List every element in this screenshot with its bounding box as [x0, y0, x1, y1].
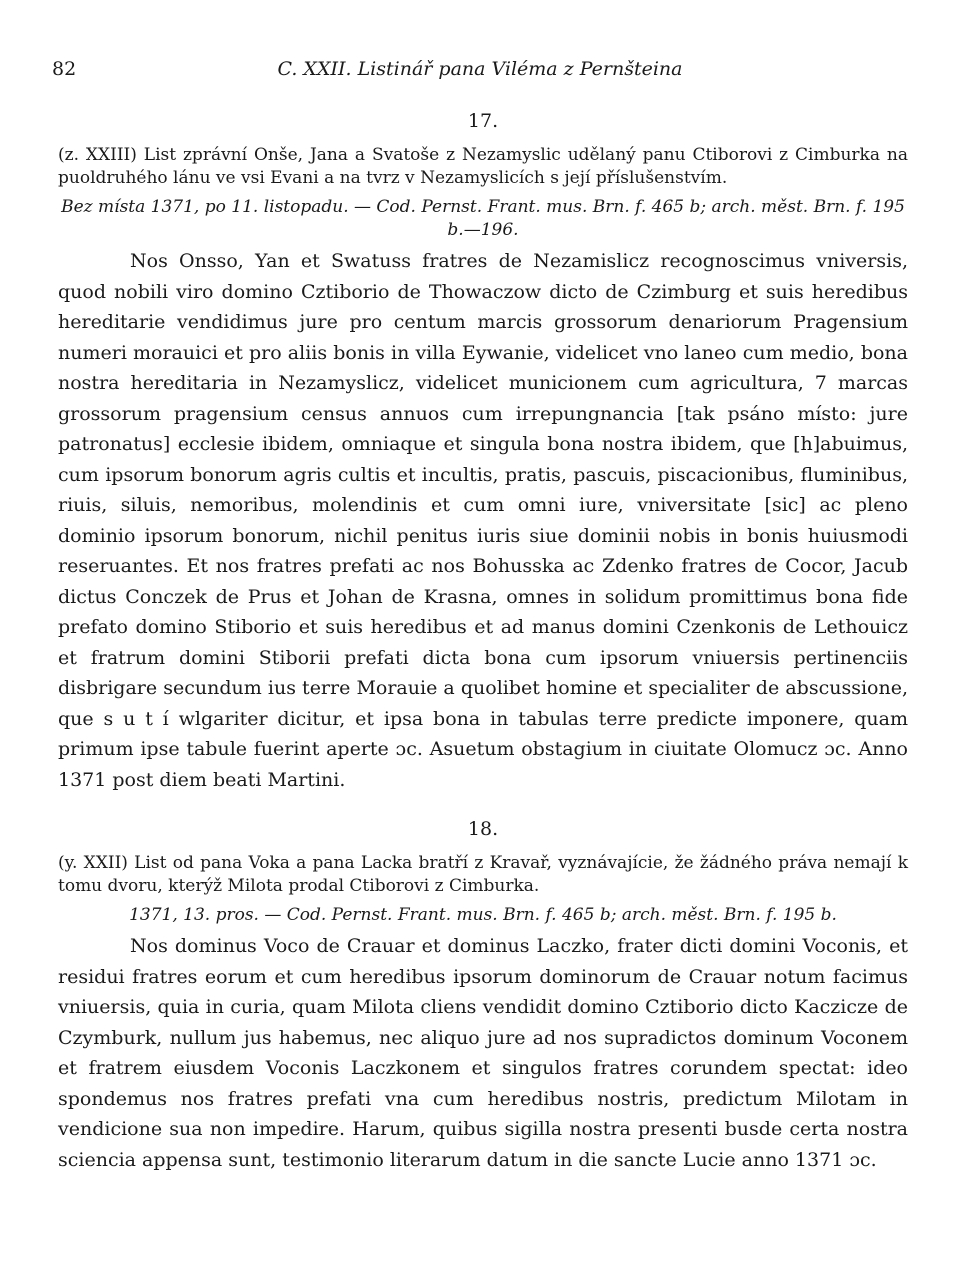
document-number: 17. — [467, 110, 499, 132]
document-summary: (z. XXIII) List zprávní Onše, Jana a Svatoše z Nezamyslic udělaný panu Ctiborovi z Cimburka na puoldruhého lánu ve vsi Evani a na tvrz v Nezamyslicích s její příslušenstvím. — [58, 145, 908, 188]
page-number: 82 — [52, 58, 77, 80]
document-source: Bez místa 1371, po 11. listopadu. — Cod. Pernst. Frant. mus. Brn. f. 465 b; arch. měst. Brn. f. 195 b.—196. — [61, 197, 905, 240]
running-title: C. XXII. Listinář pana Viléma z Pernšteina — [277, 58, 683, 80]
document-text: Nos dominus Voco de Crauar et dominus Laczko, frater dicti domini Voconis, et residui fratres eorum et cum heredibus ipsorum dominorum de Crauar notum facimus vniuersis, quia in curia, quam Milota cliens vendidit domino Cztiborio dicto Kaczicze de Czymburk, nullum jus habemus, nec aliquo jure ad nos supradictos dominum Voconem et fratrem eiusdem Voconis Laczkonem et singulos fratres corundem spectat: ideo spondemus nos fratres prefati vna cum heredibus nostris, predictum Milotam in vendicione sua non impedire. Harum, quibus sigilla nostra presenti busde certa nostra sciencia appensa sunt, testimonio literarum datum in die sancte Lucie anno 1371 ɔc. — [58, 935, 908, 1171]
document-summary: (y. XXII) List od pana Voka a pana Lacka bratří z Kravař, vyznávajície, že žádného práva nemají k tomu dvoru, kterýž Milota prodal Ctiborovi z Cimburka. — [58, 853, 908, 896]
document-17 — [58, 110, 908, 795]
document-text: Nos Onsso, Yan et Swatuss fratres de Nezamislicz recognoscimus vniversis, quod nobili viro domino Cztiborio de Thowaczow dicto de Czimburg et suis heredibus hereditarie vendidimus jure pro centum marcis grossorum denariorum Pragensium numeri morauici et pro aliis bonis in villa Eywanie, videlicet vno laneo cum medio, bona nostra hereditaria in Nezamyslicz, videlicet municionem cum agricultura, 7 marcas grossorum pragensium census annuos cum irrepungnancia [tak psáno místo: jure patronatus] ecclesie ibidem, omniaque et singula bona nostra ibidem, que [h]abuimus, cum ipsorum bonorum agris cultis et incultis, pratis, pascuis, piscacionibus, fluminibus, riuis, siluis, nemoribus, molendinis et cum omni iure, vniversitate [sic] ac pleno dominio ipsorum bonorum, nichil penitus iuris siue dominii nobis in bonis huiusmodi reseruantes. Et nos fratres prefati ac nos Bohusska ac Zdenko fratres de Cocor, Jacub dictus Conczek de Prus et Johan de Krasna, omnes in solidum promittimus bona fide prefato domino Stiborio et suis heredibus et ad manus domini Czenkonis de Lethouicz et fratrum domini Stiborii prefati dicta bona cum ipsorum vniuersis pertinenciis disbrigare secundum ius terre Morauie a quolibet homine et specialiter de abscussione, que s u t í wlgariter dicitur, et ipsa bona in tabulas terre predicte imponere, quam primum ipse tabule fuerint aperte ɔc. Asuetum obstagium in ciuitate Olomucz ɔc. Anno 1371 post diem beati Martini. — [58, 250, 908, 791]
running-head — [52, 58, 908, 84]
document-18 — [58, 818, 908, 1175]
document-source: 1371, 13. pros. — Cod. Pernst. Frant. mus. Brn. f. 465 b; arch. měst. Brn. f. 195 b. — [129, 905, 837, 925]
document-number: 18. — [467, 818, 499, 840]
